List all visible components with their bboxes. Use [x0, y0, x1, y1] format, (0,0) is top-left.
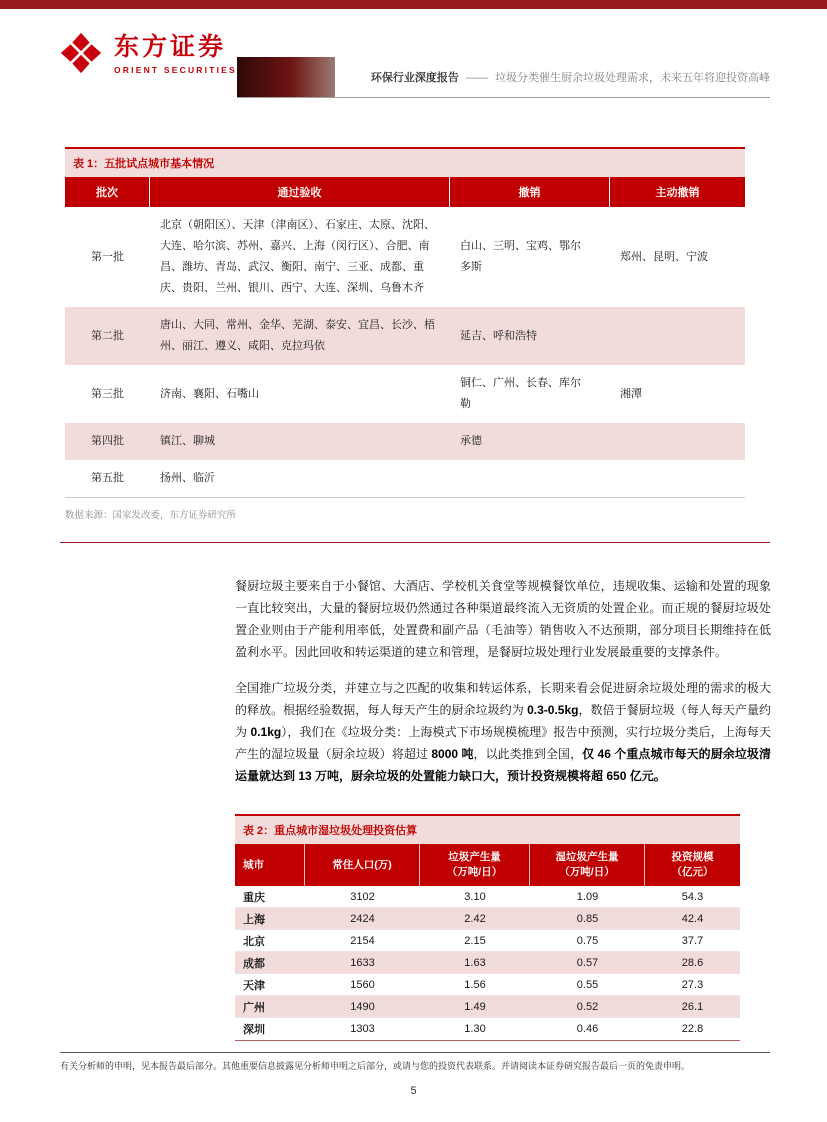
- table1-col-passed: 通过验收: [150, 177, 450, 207]
- table2-col-wet-waste-output: [530, 844, 645, 886]
- revoked-cell: [450, 460, 610, 497]
- population-cell: 2154: [350, 934, 375, 947]
- para2-segment: ），我们在《垃圾分类：上海模式下市场规模梳理》报告中预测，实行垃圾分类后，上海每天产生的湿垃圾量（厨余垃圾）将超过: [235, 725, 771, 761]
- table1-col-revoked: 撤销: [450, 177, 610, 207]
- header-line: 常住人口(万): [332, 858, 392, 871]
- waste-output-cell: 2.15: [464, 934, 486, 947]
- para2-bold-value: 0.3-0.5kg: [527, 703, 579, 717]
- table-row: [235, 974, 740, 996]
- footer-disclaimer: 有关分析师的申明，见本报告最后部分。其他重要信息披露见分析师申明之后部分，或请与您的投资代表联系。并请阅读本证券研究报告最后一页的免责申明。: [60, 1061, 691, 1071]
- pilot-cities-table: [65, 147, 745, 521]
- table2-col-investment: [645, 844, 740, 886]
- header-line: 投资规模: [671, 851, 714, 863]
- city-cell: 上海: [243, 913, 265, 926]
- table2-body: [235, 886, 740, 1041]
- table-row: [235, 930, 740, 952]
- table2-title: 表 2：重点城市湿垃圾处理投资估算: [235, 814, 740, 844]
- body-paragraph-1: 餐厨垃圾主要来自于小餐馆、大酒店、学校机关食堂等规模餐饮单位，违规收集、运输和处置的现象一直比较突出，大量的餐厨垃圾仍然通过各种渠道最终流入无资质的处置企业。而正规的餐厨垃圾处置企业则由于产能利用率低，处置费和副产品（毛油等）销售收入不达预期，部分项目长期维持在低盈利水平。因此回收和转运渠道的建立和管理，是餐厨垃圾处理行业发展最重要的支撑条件。: [235, 579, 771, 659]
- revoked-cell: 白山、三明、宝鸡、鄂尔多斯: [460, 240, 581, 273]
- passed-cell: 济南、襄阳、石嘴山: [160, 387, 259, 400]
- para2-segment: ，以此类推到全国，: [473, 747, 583, 761]
- report-header-text: [371, 69, 770, 85]
- para2-bold-value: 0.1kg: [250, 725, 282, 739]
- batch-cell: 第一批: [91, 250, 124, 263]
- population-cell: 1303: [350, 1023, 375, 1035]
- header-line: （万吨/日）: [559, 866, 615, 878]
- investment-cell: 22.8: [681, 1023, 704, 1035]
- table-row: [235, 908, 740, 930]
- passed-cell: 镇江、聊城: [160, 435, 215, 447]
- self-revoked-cell: 湘潭: [620, 387, 642, 400]
- batch-cell: 第三批: [91, 387, 124, 400]
- header-line: 城市: [243, 858, 264, 871]
- wet-waste-cell: 0.55: [576, 978, 599, 991]
- investment-cell: 54.3: [681, 890, 704, 903]
- header-line: （万吨/日）: [446, 866, 503, 878]
- table2-col-waste-output: [420, 844, 530, 886]
- table-row: [235, 952, 740, 974]
- table1-header-row: [65, 177, 745, 207]
- investment-estimate-table: [235, 814, 740, 1041]
- table-row: [65, 307, 745, 365]
- waste-output-cell: 1.56: [464, 978, 486, 991]
- wet-waste-cell: 1.09: [576, 890, 599, 903]
- city-cell: 深圳: [243, 1024, 265, 1036]
- orient-securities-logo-icon: [58, 30, 104, 76]
- table1-title: 表 1：五批试点城市基本情况: [65, 147, 745, 177]
- investment-cell: 27.3: [681, 978, 704, 991]
- table-row: [235, 996, 740, 1018]
- self-revoked-cell: [610, 307, 745, 365]
- data-source-note: 数据来源：国家发改委，东方证券研究所: [65, 510, 237, 521]
- wet-waste-cell: 0.85: [576, 912, 599, 925]
- section-divider: [60, 542, 770, 543]
- population-cell: 1560: [350, 978, 375, 991]
- top-accent-bar: [0, 0, 827, 9]
- city-cell: 重庆: [243, 891, 265, 904]
- wet-waste-cell: 0.75: [576, 934, 599, 947]
- header-dash: ——: [465, 71, 488, 84]
- investment-cell: 28.6: [681, 956, 704, 969]
- table-row: [65, 365, 745, 423]
- table2-col-population: [305, 844, 420, 886]
- table2-col-city: [235, 844, 305, 886]
- body-paragraph-2: [235, 677, 771, 787]
- table2-header-row: [235, 844, 740, 886]
- waste-output-cell: 1.49: [464, 1000, 486, 1013]
- footer-divider: [60, 1052, 770, 1053]
- header-line: 垃圾产生量: [448, 851, 501, 863]
- investment-cell: 42.4: [681, 912, 704, 925]
- wet-waste-cell: 0.52: [576, 1000, 599, 1013]
- para2-segment: 全国推广垃圾分类，并建立与之匹配的收集和转运体系，长期来看会促进厨余垃圾处理的需求的极大的释放。根据经验数据，每人每天产生的厨余垃圾约为: [235, 681, 771, 717]
- batch-cell: 第四批: [91, 435, 124, 447]
- waste-output-cell: 1.63: [464, 956, 486, 969]
- page-number: 5: [410, 1085, 417, 1097]
- self-revoked-cell: 郑州、昆明、宁波: [620, 250, 708, 263]
- city-cell: 天津: [243, 979, 265, 992]
- para2-segment: ，数倍于餐厨垃圾（每人每天产量约为: [235, 703, 771, 739]
- wet-waste-cell: 0.57: [576, 956, 599, 969]
- passed-cell: 扬州、临沂: [160, 472, 215, 484]
- para2-bold-value: 8000 吨: [431, 747, 474, 761]
- table-row: [65, 207, 745, 307]
- waste-output-cell: 3.10: [464, 890, 486, 903]
- brand-text: [114, 32, 237, 75]
- header-accent-block: [237, 57, 335, 97]
- table-row: [65, 423, 745, 460]
- passed-cell: 唐山、大同、常州、金华、芜湖、泰安、宜昌、长沙、梧州、丽江、遵义、咸阳、克拉玛依: [160, 319, 435, 352]
- self-revoked-cell: [610, 423, 745, 460]
- table1-body: [65, 207, 745, 498]
- waste-output-cell: 2.42: [464, 912, 486, 925]
- investment-cell: 26.1: [681, 1000, 704, 1013]
- city-cell: 北京: [243, 935, 265, 948]
- table1-col-batch: 批次: [65, 177, 150, 207]
- brand-logo: [58, 30, 237, 76]
- revoked-cell: 铜仁、广州、长春、库尔勒: [460, 377, 581, 410]
- brand-name-en: ORIENT SECURITIES: [114, 64, 237, 75]
- population-cell: 2424: [350, 912, 375, 925]
- revoked-cell: 延吉、呼和浩特: [460, 329, 537, 342]
- waste-output-cell: 1.30: [464, 1023, 486, 1035]
- report-category: 环保行业深度报告: [370, 71, 459, 84]
- table-row: [235, 1018, 740, 1040]
- brand-name-cn: 东方证券: [114, 32, 227, 61]
- city-cell: 成都: [243, 957, 265, 970]
- header-line: （亿元）: [671, 866, 714, 878]
- revoked-cell: 承德: [460, 435, 482, 447]
- batch-cell: 第五批: [91, 472, 124, 484]
- passed-cell: 北京（朝阳区）、天津（津南区）、石家庄、太原、沈阳、大连、哈尔滨、苏州、嘉兴、上海（闵行区）、合肥、南昌、潍坊、青岛、武汉、衡阳、南宁、三亚、成都、重庆、贵阳、兰州、银川、西宁、大连、深圳、乌鲁木齐: [160, 219, 435, 294]
- table-row: [65, 460, 745, 497]
- batch-cell: 第二批: [91, 329, 124, 342]
- para2-bold-conclusion: 仅 46 个重点城市每天的厨余垃圾清运量就达到 13 万吨，厨余垃圾的处置能力缺口大，预计投资规模将超 650 亿元。: [235, 747, 771, 783]
- report-title: 垃圾分类催生厨余垃圾处理需求，未来五年将迎投资高峰: [495, 71, 770, 84]
- table-row: [235, 886, 740, 908]
- header-line: 湿垃圾产生量: [555, 851, 619, 863]
- population-cell: 1633: [350, 956, 375, 969]
- city-cell: 广州: [243, 1001, 265, 1014]
- report-header: [237, 56, 770, 98]
- body-text-block: [235, 575, 771, 787]
- table1-col-self-revoked: 主动撤销: [655, 187, 700, 199]
- population-cell: 1490: [350, 1000, 375, 1013]
- investment-cell: 37.7: [681, 934, 704, 947]
- self-revoked-cell: [610, 460, 745, 497]
- population-cell: 3102: [350, 890, 375, 903]
- wet-waste-cell: 0.46: [576, 1023, 599, 1035]
